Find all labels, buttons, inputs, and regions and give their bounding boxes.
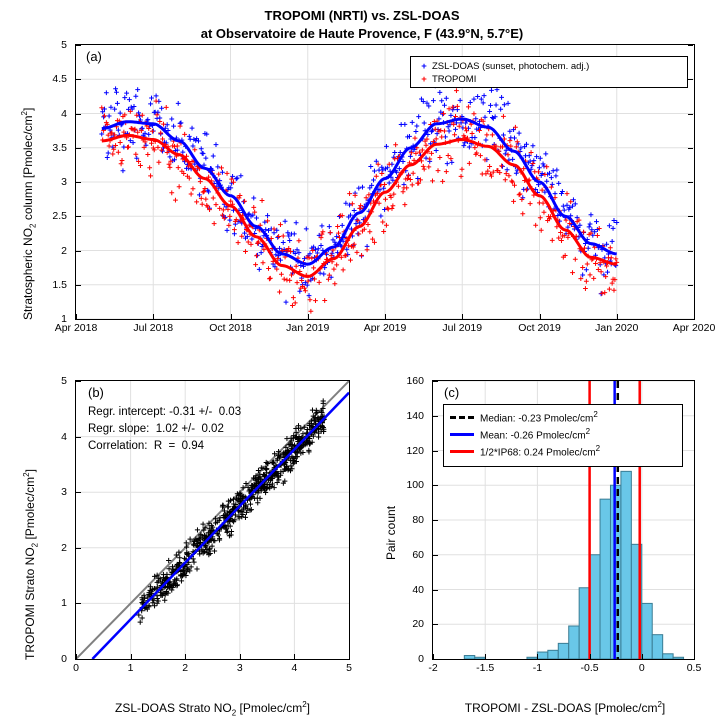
panel-c-xtickmark <box>537 654 538 659</box>
panel-a-xtick: Oct 2018 <box>209 322 252 334</box>
panel-c-xtickmark <box>642 654 643 659</box>
legend-line-icon <box>450 433 474 436</box>
panel-c-ytick: 120 <box>406 444 424 457</box>
panel-b-xtickmark <box>185 654 186 659</box>
panel-c-xlabel: TROPOMI - ZSL-DOAS $[Pmolec/cm^2]$ <box>464 700 666 715</box>
panel-a-ytick: 4.5 <box>52 73 67 86</box>
panel-b-ytickmark <box>76 492 81 493</box>
panel-a-ytickmark-right <box>688 79 693 80</box>
panel-b-letter: (b) <box>88 385 104 400</box>
panel-c-ytickmark <box>433 659 438 660</box>
panel-b-xtickmark <box>131 654 132 659</box>
panel-c-ytickmark <box>433 624 438 625</box>
panel-a-xtickmark <box>76 314 77 319</box>
panel-c-ytickmark <box>433 520 438 521</box>
panel-c-ytickmark <box>433 451 438 452</box>
panel-b-xtickmark <box>349 654 350 659</box>
legend-item <box>450 409 676 426</box>
panel-a-ytickmark-right <box>688 251 693 252</box>
panel-a-ylabel: Stratospheric $NO_2$ column $[Pmolec/cm^2]$ <box>20 107 38 320</box>
panel-b-xtick: 2 <box>182 662 189 674</box>
panel-a-ytickmark <box>76 319 81 320</box>
panel-b-ytick: 5 <box>61 375 67 387</box>
histogram-legend <box>443 404 683 467</box>
panel-c-ytickmark <box>433 381 438 382</box>
panel-c-xtick: -2 <box>428 662 438 674</box>
panel-b-xtickmark <box>76 654 77 659</box>
panel-a-ytickmark <box>76 114 81 115</box>
panel-b-ytickmark <box>76 381 81 382</box>
panel-b-xtickmark <box>294 654 295 659</box>
panel-a-xtick: Apr 2018 <box>54 322 98 334</box>
panel-b-ytickmark <box>76 437 81 438</box>
panel-a-ytickmark-right <box>688 148 693 149</box>
panel-a-xtick: Jul 2018 <box>133 322 174 334</box>
legend-label: ZSL-DOAS (sunset, photochem. adj.) <box>432 61 590 72</box>
panel-a-ytick: 1.5 <box>52 278 67 291</box>
panel-b-ytick: 4 <box>61 430 67 443</box>
panel-b-ytickmark <box>76 659 81 660</box>
panel-b-ytickmark <box>76 603 81 604</box>
panel-b-ytick: 1 <box>61 597 67 610</box>
panel-a-xtick: Apr 2019 <box>363 322 407 334</box>
panel-b-xtick: 5 <box>346 662 352 674</box>
panel-c-xtick: -1 <box>532 662 543 674</box>
panel-c-ytick: 40 <box>412 583 424 596</box>
panel-a-ytickmark-right <box>688 114 693 115</box>
panel-c-ytick: 0 <box>418 653 424 665</box>
panel-a-xtick: Oct 2019 <box>518 322 561 334</box>
panel-b-xtickmark <box>240 654 241 659</box>
panel-b-ytick: 2 <box>61 541 67 554</box>
panel-c-ytick: 20 <box>412 618 424 631</box>
panel-c-ytick: 100 <box>406 479 424 492</box>
panel-c-xtickmark <box>694 654 695 659</box>
panel-c-ytick: 60 <box>412 548 424 561</box>
panel-a-ytick: 3.5 <box>52 141 67 154</box>
panel-c-ytick: 140 <box>406 409 424 422</box>
stat-line: Correlation: R = 0.94 <box>88 440 205 452</box>
legend-label: Mean: -0.26 Pmolec/$cm^2$ <box>480 427 591 442</box>
legend-label: TROPOMI <box>432 74 477 85</box>
panel-a-xtick: Jul 2019 <box>442 322 483 334</box>
panel-a-xtickmark <box>462 314 463 319</box>
legend-item <box>416 60 682 73</box>
panel-a-ytick: 2 <box>61 244 67 257</box>
panel-a-xtickmark <box>694 314 695 319</box>
panel-b-xlabel: ZSL-DOAS Strato $NO_2$ $[Pmolec/cm^2]$ <box>115 700 310 718</box>
panel-c-letter: (c) <box>444 385 460 400</box>
panel-c-xtick: 0.5 <box>686 662 702 674</box>
panel-a-xtickmark <box>308 314 309 319</box>
panel-c-ytickmark <box>433 590 438 591</box>
panel-b-ytick: 3 <box>61 486 67 499</box>
panel-a-ytickmark <box>76 182 81 183</box>
legend-label: Median: -0.23 Pmolec/$cm^2$ <box>480 410 598 425</box>
legend-item <box>450 443 676 460</box>
panel-b-ytickmark <box>76 548 81 549</box>
stat-line: Regr. intercept: -0.31 +/- 0.03 <box>88 406 242 418</box>
panel-b-xtick: 3 <box>236 662 243 674</box>
legend-marker-icon: + <box>421 61 427 72</box>
panel-a-ytickmark-right <box>688 182 693 183</box>
panel-c-xtickmark <box>433 654 434 659</box>
panel-c-ytick: 160 <box>406 375 424 387</box>
panel-b-xtick: 1 <box>127 662 134 674</box>
panel-a-ytickmark-right <box>688 45 693 46</box>
panel-b-ytick: 0 <box>61 653 67 665</box>
legend-item <box>450 426 676 443</box>
stat-line: Regr. slope: 1.02 +/- 0.02 <box>88 423 224 435</box>
panel-a-xtickmark <box>385 314 386 319</box>
panel-a-ytick: 3 <box>61 176 67 188</box>
legend-item <box>416 73 682 86</box>
panel-c-ylabel: Pair count <box>384 505 398 560</box>
panel-a-xtick: Apr 2020 <box>672 322 716 334</box>
legend-marker-icon: + <box>421 74 427 85</box>
panel-a-ytickmark <box>76 251 81 252</box>
chart-title-line2: at Observatoire de Haute Provence, F (43.9°N, 5.7°E) <box>200 26 524 41</box>
panel-a-xtickmark <box>540 314 541 319</box>
panel-a-ytickmark <box>76 148 81 149</box>
regression-stats <box>88 404 241 455</box>
panel-a-xtickmark <box>153 314 154 319</box>
panel-a-xtick: Jan 2019 <box>286 322 330 334</box>
panel-a-xtick: Jan 2020 <box>595 322 639 334</box>
legend-line-icon <box>450 450 474 453</box>
panel-a-ytickmark <box>76 216 81 217</box>
panel-c-xtickmark <box>590 654 591 659</box>
panel-a-ytickmark-right <box>688 216 693 217</box>
panel-a-ytick: 2.5 <box>52 210 67 223</box>
panel-c-xtick: -0.5 <box>580 662 599 674</box>
panel-c-ytick: 80 <box>412 514 424 526</box>
panel-c-ytickmark <box>433 416 438 417</box>
panel-c-xtickmark <box>485 654 486 659</box>
panel-b-xtick: 4 <box>291 662 298 674</box>
panel-a-letter: (a) <box>86 49 102 64</box>
panel-c-xtick: -1.5 <box>476 662 495 674</box>
panel-a-xtickmark <box>617 314 618 319</box>
panel-a-ytickmark <box>76 79 81 80</box>
chart-title-line1: TROPOMI (NRTI) vs. ZSL-DOAS <box>264 8 460 23</box>
panel-a-xtickmark <box>231 314 232 319</box>
timeseries-legend <box>410 56 688 88</box>
panel-a-ytick: 5 <box>61 39 67 51</box>
panel-c-ytickmark <box>433 485 438 486</box>
legend-line-icon <box>450 416 474 419</box>
panel-c-xtick: 0 <box>638 662 645 674</box>
panel-c-ytickmark <box>433 555 438 556</box>
panel-b-xtick: 0 <box>73 662 79 674</box>
panel-a-ytick: 1 <box>61 313 67 325</box>
panel-b-ylabel: TROPOMI Strato $NO_2$ $[Pmolec/cm^2]$ <box>22 469 40 660</box>
panel-a-ytickmark <box>76 285 81 286</box>
panel-a-ytickmark-right <box>688 285 693 286</box>
panel-a-ytickmark-right <box>688 319 693 320</box>
panel-a-ytick: 4 <box>61 107 67 120</box>
legend-label: 1/2*IP68: 0.24 Pmolec/$cm^2$ <box>480 444 601 459</box>
panel-a-ytickmark <box>76 45 81 46</box>
